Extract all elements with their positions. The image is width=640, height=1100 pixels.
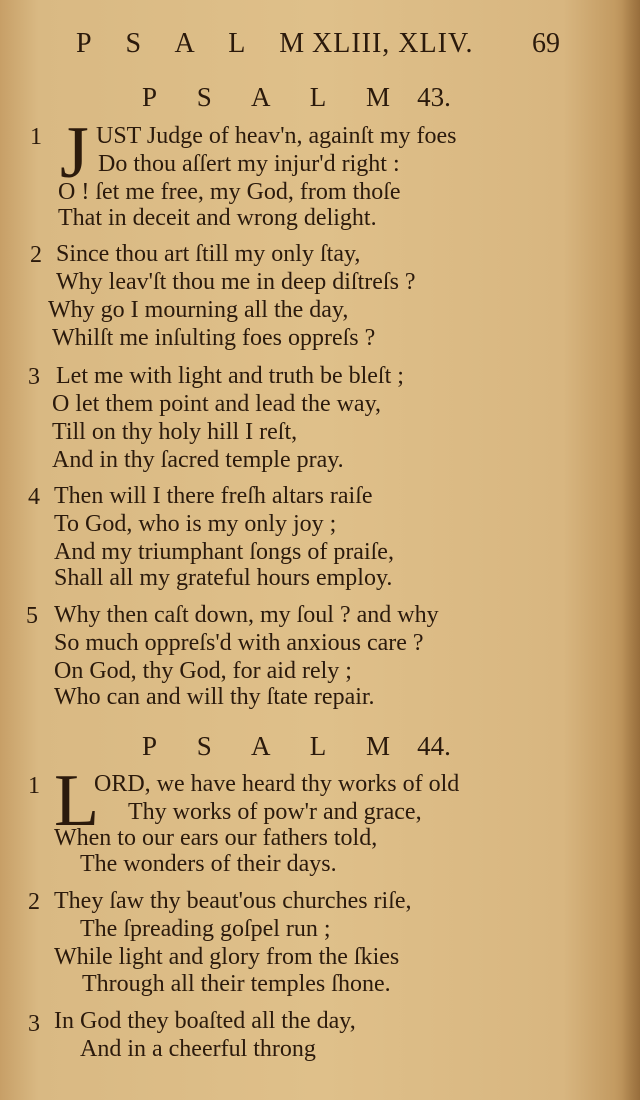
verse-line: Through all their temples ſhone. bbox=[82, 971, 391, 997]
running-title: P S A L M bbox=[76, 28, 319, 59]
verse-line: In God they boaſted all the day, bbox=[54, 1008, 356, 1034]
verse-line: Till on thy holy hill I reſt, bbox=[52, 419, 298, 445]
psalm-43-heading bbox=[142, 82, 451, 113]
verse-line: Thy works of pow'r and grace, bbox=[128, 799, 422, 825]
verse-line: That in deceit and wrong delight. bbox=[58, 205, 377, 231]
verse-line: And my triumphant ſongs of praiſe, bbox=[54, 539, 394, 565]
verse-line: Whilſt me inſulting foes oppreſs ? bbox=[52, 325, 376, 351]
verse-line: Do thou aſſert my injur'd right : bbox=[98, 151, 400, 177]
verse-number: 2 bbox=[28, 889, 40, 915]
verse-line: O ! ſet me free, my God, from thoſe bbox=[58, 179, 401, 205]
drop-capital: J bbox=[60, 112, 89, 194]
verse-number: 4 bbox=[28, 484, 40, 510]
verse-line: They ſaw thy beaut'ous churches riſe, bbox=[54, 888, 412, 914]
verse-number: 2 bbox=[30, 242, 42, 268]
verse-line: The wonders of their days. bbox=[80, 851, 337, 877]
running-head bbox=[0, 28, 640, 68]
verse-line: On God, thy God, for aid rely ; bbox=[54, 658, 352, 684]
drop-capital: L bbox=[54, 760, 100, 842]
verse-line: UST Judge of heav'n, againſt my foes bbox=[96, 123, 457, 149]
verse-line: When to our ears our fathers told, bbox=[54, 825, 378, 851]
running-range: XLIII, XLIV. bbox=[312, 28, 474, 59]
verse-line: Since thou art ſtill my only ſtay, bbox=[56, 241, 361, 267]
verse-number: 3 bbox=[28, 1011, 40, 1037]
verse-line: ORD, we have heard thy works of old bbox=[94, 771, 460, 797]
verse-line: While light and glory from the ſkies bbox=[54, 944, 400, 970]
verse-line: Shall all my grateful hours employ. bbox=[54, 565, 393, 591]
verse-line: The ſpreading goſpel run ; bbox=[80, 916, 331, 942]
verse-line: And in thy ſacred temple pray. bbox=[52, 447, 344, 473]
verse-line: Why go I mourning all the day, bbox=[48, 297, 349, 323]
verse-number: 3 bbox=[28, 364, 40, 390]
psalm-43-heading-number: 43. bbox=[417, 82, 451, 112]
verse-number: 1 bbox=[28, 773, 40, 799]
psalm-44-heading-word: P S A L M bbox=[142, 731, 408, 761]
verse-number: 1 bbox=[30, 124, 42, 150]
verse-line: Then will I there freſh altars raiſe bbox=[54, 483, 373, 509]
verse-number: 5 bbox=[26, 603, 38, 629]
verse-line: And in a cheerful throng bbox=[80, 1036, 316, 1062]
psalm-43-heading-word: P S A L M bbox=[142, 82, 408, 112]
verse-line: O let them point and lead the way, bbox=[52, 391, 382, 417]
verse-line: Let me with light and truth be bleſt ; bbox=[56, 363, 404, 389]
verse-line: Why then caſt down, my ſoul ? and why bbox=[54, 602, 439, 628]
verse-line: So much oppreſs'd with anxious care ? bbox=[54, 630, 424, 656]
psalm-44-heading bbox=[142, 731, 451, 762]
verse-line: Who can and will thy ſtate repair. bbox=[54, 684, 375, 710]
psalm-44-heading-number: 44. bbox=[417, 731, 451, 761]
page-number: 69 bbox=[532, 28, 560, 59]
verse-line: Why leav'ſt thou me in deep diſtreſs ? bbox=[56, 269, 416, 295]
verse-line: To God, who is my only joy ; bbox=[54, 511, 337, 537]
